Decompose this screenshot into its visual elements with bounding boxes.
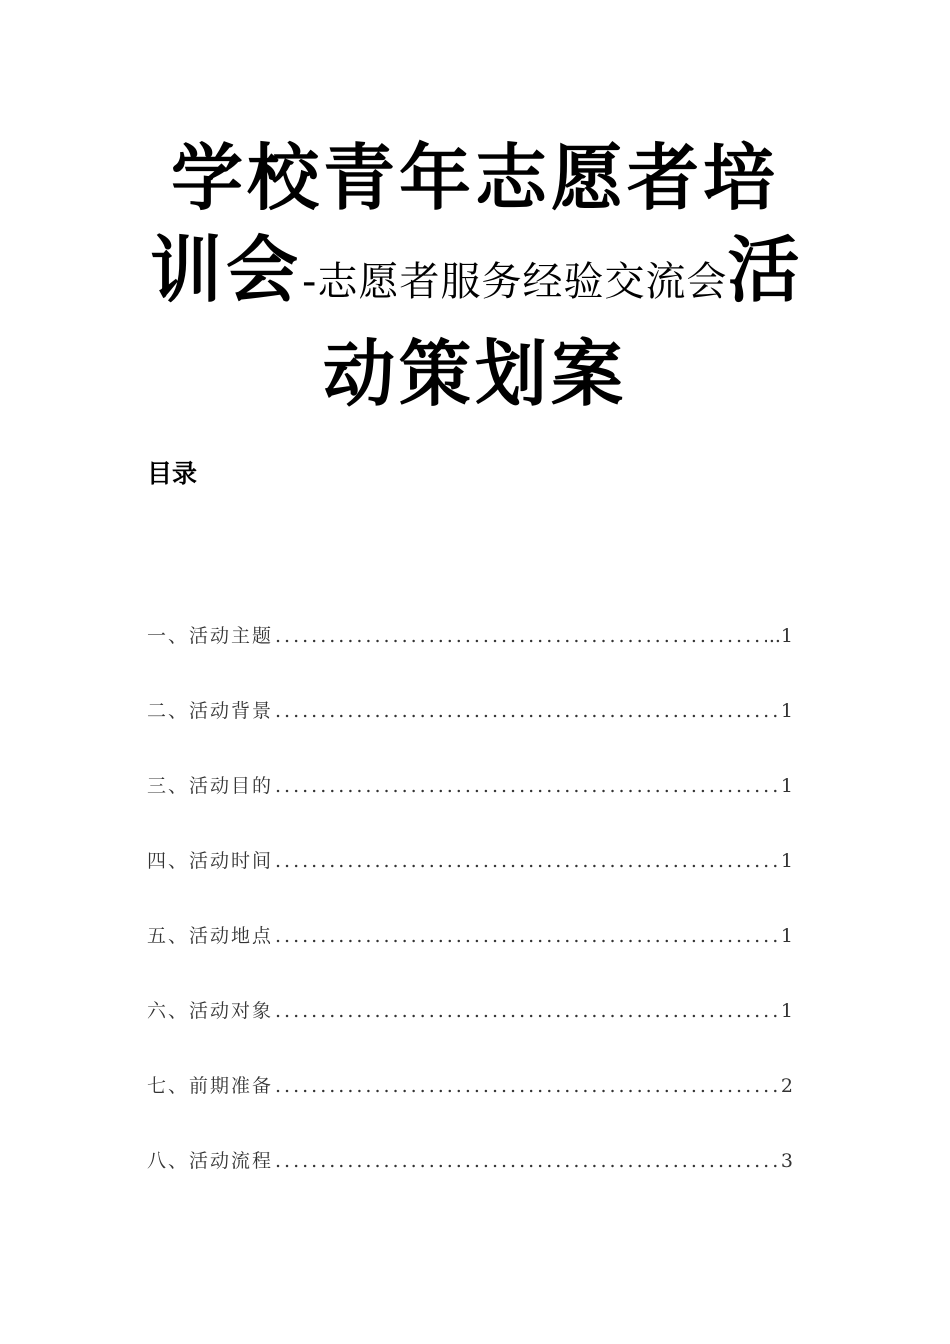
table-of-contents	[147, 620, 793, 1220]
toc-item-page: 1	[780, 775, 793, 797]
toc-item[interactable]	[147, 845, 793, 920]
toc-leader-dots	[275, 770, 779, 802]
toc-item[interactable]	[147, 1070, 793, 1145]
toc-item-label: 三、活动目的	[147, 775, 274, 797]
toc-item-page: 1	[780, 1000, 793, 1022]
toc-item-page: 1	[780, 925, 793, 947]
toc-item-label: 八、活动流程	[147, 1150, 274, 1172]
toc-item-page: 1	[780, 850, 793, 872]
toc-item-label: 二、活动背景	[147, 700, 274, 722]
toc-item[interactable]	[147, 920, 793, 995]
toc-item-label: 一、活动主题	[147, 625, 274, 647]
toc-item[interactable]	[147, 620, 793, 695]
toc-item-label: 四、活动时间	[147, 850, 274, 872]
toc-leader-dots	[275, 1145, 779, 1177]
toc-item[interactable]	[147, 995, 793, 1070]
toc-item-label: 五、活动地点	[147, 925, 274, 947]
document-title	[150, 132, 804, 420]
toc-item[interactable]	[147, 770, 793, 845]
title-line-2-subtitle: -志愿者服务经验交流会	[302, 259, 728, 305]
title-line-2-large: 训会	[150, 228, 303, 312]
toc-leader-dots	[275, 1070, 779, 1102]
toc-leader-dots	[275, 695, 779, 727]
toc-item-label: 七、前期准备	[147, 1075, 274, 1097]
toc-item[interactable]	[147, 695, 793, 770]
toc-item-page: 3	[780, 1150, 793, 1172]
title-line-2	[150, 224, 804, 328]
toc-item-page: 2	[780, 1075, 793, 1097]
toc-item-page: 1	[780, 700, 793, 722]
toc-leader-dots	[275, 920, 779, 952]
toc-leader-dots	[275, 995, 779, 1027]
toc-heading: 目录	[147, 459, 198, 488]
toc-leader-dots	[275, 620, 767, 652]
title-line-1: 学校青年志愿者培	[170, 136, 779, 220]
toc-item-label: 六、活动对象	[147, 1000, 274, 1022]
toc-item-page: ..1	[768, 625, 793, 647]
toc-leader-dots	[275, 845, 779, 877]
toc-item[interactable]	[147, 1145, 793, 1220]
title-line-3: 动策划案	[322, 332, 627, 416]
title-line-2-end: 活	[727, 228, 804, 312]
